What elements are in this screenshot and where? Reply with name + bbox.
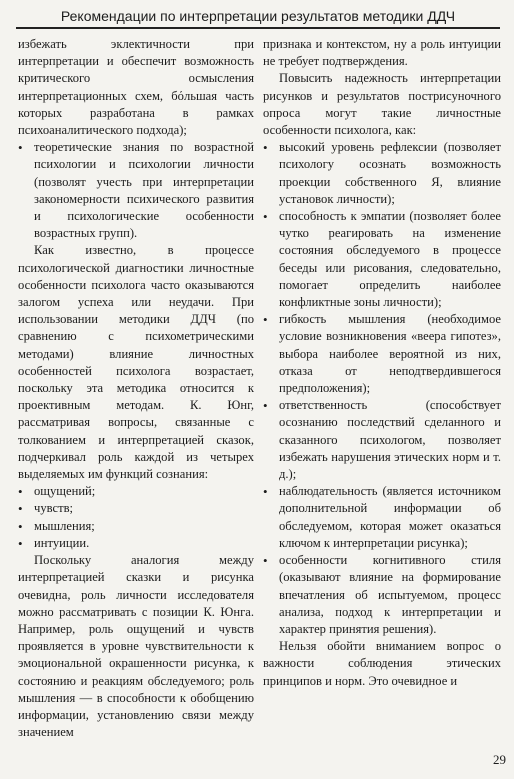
left-column	[18, 36, 254, 741]
list-item: • высокий уровень рефлексии (позволяет психологу осознать возможность проекции собственного Я, влияние установок личности);	[263, 139, 501, 208]
page-number: 29	[493, 752, 506, 767]
list-item: • ответственность (способствует осознанию последствий сделанного и сказанного психологом, позволяет избежать нарушения этических норм и т. д.);	[263, 397, 501, 483]
left-bullet-list-2	[18, 483, 254, 552]
list-item: • чувств;	[18, 500, 254, 517]
list-item: • теоретические знания по возрастной психологии и психологии личности (позволят учесть при интерпретации закономерности психического развития и психологические особенности возрастных групп).	[18, 139, 254, 242]
list-item: • интуиции.	[18, 535, 254, 552]
running-header: Рекомендации по интерпретации результатов методики ДДЧ	[60, 8, 456, 24]
list-item: • наблюдательность (является источником дополнительной информации об обследуемом, которая может оказаться ключом к интерпретации рисунка);	[263, 483, 501, 552]
header-rule	[16, 27, 500, 29]
list-item: • ощущений;	[18, 483, 254, 500]
list-item: • особенности когнитивного стиля (оказывают влияние на формирование впечатления об испытуемом, процесс анализа, подход к интерпретации и характер принятия решения).	[263, 552, 501, 638]
list-item: • гибкость мышления (необходимое условие возникновения «веера гипотез», выбора наиболее вероятной из них, отказа от неподтвердившегося предположения);	[263, 311, 501, 397]
right-column	[263, 36, 501, 690]
left-bullet-list-1	[18, 139, 254, 242]
left-paragraph-1: Как известно, в процессе психологической диагностики личностные особенности психолога часто оказываются залогом успеха или неудачи. При использовании методики ДДЧ (по сравнению с психометрическими методами) влияние личностных особенностей психолога возрастает, поскольку эта методика относится к проективным методам. К. Юнг, рассматривая вопросы, связанные с толкованием и интерпретацией сказок, подчеркивал роль каждой из четырех выделяемых им функций сознания:	[18, 243, 254, 482]
left-paragraph-2: Поскольку аналогия между интерпретацией сказки и рисунка очевидна, роль личности исследователя можно рассматривать с позиции К. Юнга. Например, роль ощущений и чувств проявляется в уровне чувствительности к эмоциональной окрашенности рисунка, к состоянию и реакциям обследуемого; роль мышления — в способности к обобщению информации, установлению связи между значением	[18, 553, 254, 740]
right-continued-text: признака и контекстом, ну а роль интуиции не требует подтверждения.	[263, 37, 501, 69]
list-item: • мышления;	[18, 518, 254, 535]
right-paragraph-2: Нельзя обойти вниманием вопрос о важности соблюдения этических принципов и норм. Это очевидное и	[263, 639, 501, 688]
right-paragraph-1: Повысить надежность интерпретации рисунков и результатов пострисуночного опроса могут такие личностные особенности психолога, как:	[263, 71, 501, 138]
right-bullet-list	[263, 139, 501, 638]
list-item: • способность к эмпатии (позволяет более чутко реагировать на изменение состояния обследуемого в процессе беседы или рисования, следовательно, помогает определить наиболее конфликтные зоны личности);	[263, 208, 501, 311]
left-continued-text: избежать эклектичности при интерпретации и обеспечит возможность критического осмысления интерпретационных схем, бόльшая часть которых разработана в рамках психоаналитического подхода);	[18, 37, 254, 138]
